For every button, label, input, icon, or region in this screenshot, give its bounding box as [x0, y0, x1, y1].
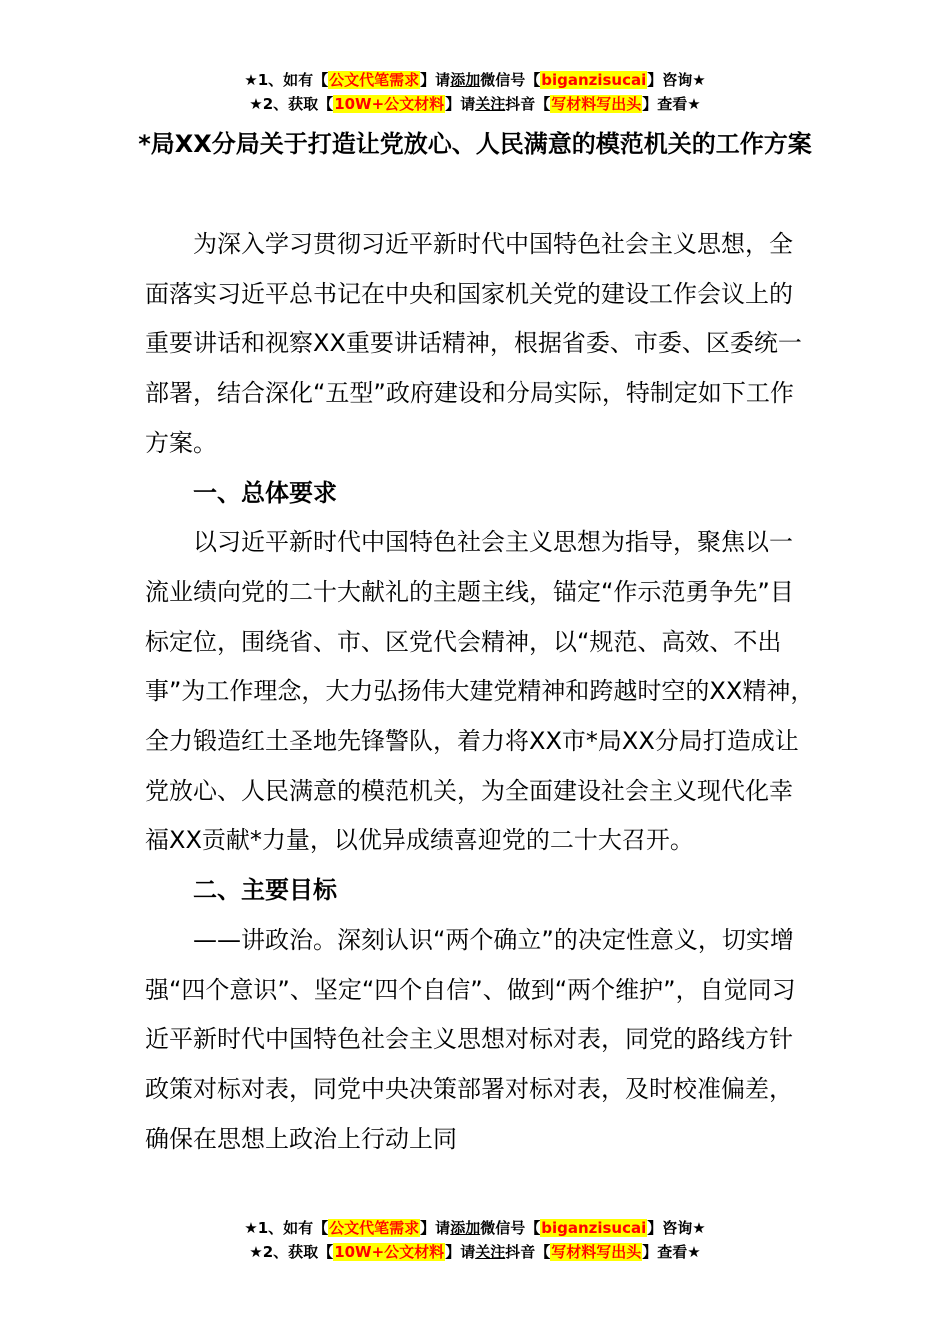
- promo-text: 微信号【: [480, 71, 541, 89]
- document-title: *局XX分局关于打造让党放心、人民满意的模范机关的工作方案: [138, 130, 812, 158]
- promo-text: 】咨询★: [647, 71, 706, 89]
- promo-highlight: 公文代笔需求: [329, 1219, 420, 1237]
- promo-banner-top: [0, 68, 950, 116]
- promo-highlight: 10W+公文材料: [334, 95, 445, 113]
- promo-text: 】请: [420, 71, 451, 89]
- promo-text: ★1、如有【: [244, 71, 329, 89]
- promo-text: 】咨询★: [647, 1219, 706, 1237]
- promo-highlight: biganzisucai: [541, 71, 647, 89]
- promo-line-1: [0, 68, 950, 92]
- promo-underline: 关注: [475, 95, 506, 113]
- promo-underline: 添加: [450, 71, 481, 89]
- promo-text: 抖音【: [505, 1243, 551, 1261]
- promo-line-2: [0, 92, 950, 116]
- promo-text: 抖音【: [505, 95, 551, 113]
- promo-text: 微信号【: [480, 1219, 541, 1237]
- promo-text: 】请: [445, 1243, 476, 1261]
- intro-paragraph: 为深入学习贯彻习近平新时代中国特色社会主义思想，全面落实习近平总书记在中央和国家机关党的建设工作会议上的重要讲话和视察XX重要讲话精神，根据省委、市委、区委统一部署，结合深化“五型”政府建设和分局实际，特制定如下工作方案。: [145, 230, 802, 457]
- promo-text: ★2、获取【: [249, 95, 334, 113]
- promo-line-1: [0, 1216, 950, 1240]
- promo-text: 】请: [420, 1219, 451, 1237]
- promo-line-2: [0, 1240, 950, 1264]
- promo-highlight: 公文代笔需求: [329, 71, 420, 89]
- promo-underline: 添加: [450, 1219, 481, 1237]
- promo-banner-bottom: [0, 1216, 950, 1264]
- document-body: [145, 220, 815, 1164]
- promo-text: ★1、如有【: [244, 1219, 329, 1237]
- promo-text: ★2、获取【: [249, 1243, 334, 1261]
- section-heading-general-requirements: 一、总体要求: [193, 478, 337, 507]
- promo-underline: 关注: [475, 1243, 506, 1261]
- promo-text: 】请: [445, 95, 476, 113]
- promo-highlight: biganzisucai: [541, 1219, 647, 1237]
- promo-highlight: 写材料写出头: [551, 1243, 642, 1261]
- section-heading-main-goals: 二、主要目标: [193, 876, 337, 905]
- promo-text: 】查看★: [642, 1243, 701, 1261]
- promo-highlight: 写材料写出头: [551, 95, 642, 113]
- section-paragraph-main-goals: ——讲政治。深刻认识“两个确立”的决定性意义，切实增强“四个意识”、坚定“四个自信”、做到“两个维护”，自觉同习近平新时代中国特色社会主义思想对标对表，同党的路线方针政策对标对表，同党中央决策部署对标对表，及时校准偏差，确保在思想上政治上行动上同: [145, 925, 796, 1153]
- promo-text: 】查看★: [642, 95, 701, 113]
- section-paragraph-general-requirements: 以习近平新时代中国特色社会主义思想为指导，聚焦以一流业绩向党的二十大献礼的主题主线，锚定“作示范勇争先”目标定位，围绕省、市、区党代会精神，以“规范、高效、不出事”为工作理念，大力弘扬伟大建党精神和跨越时空的XX精神，全力锻造红土圣地先锋警队，着力将XX市*局XX分局打造成让党放心、人民满意的模范机关，为全面建设社会主义现代化幸福XX贡献*力量，以优异成绩喜迎党的二十大召开。: [145, 528, 815, 855]
- promo-highlight: 10W+公文材料: [334, 1243, 445, 1261]
